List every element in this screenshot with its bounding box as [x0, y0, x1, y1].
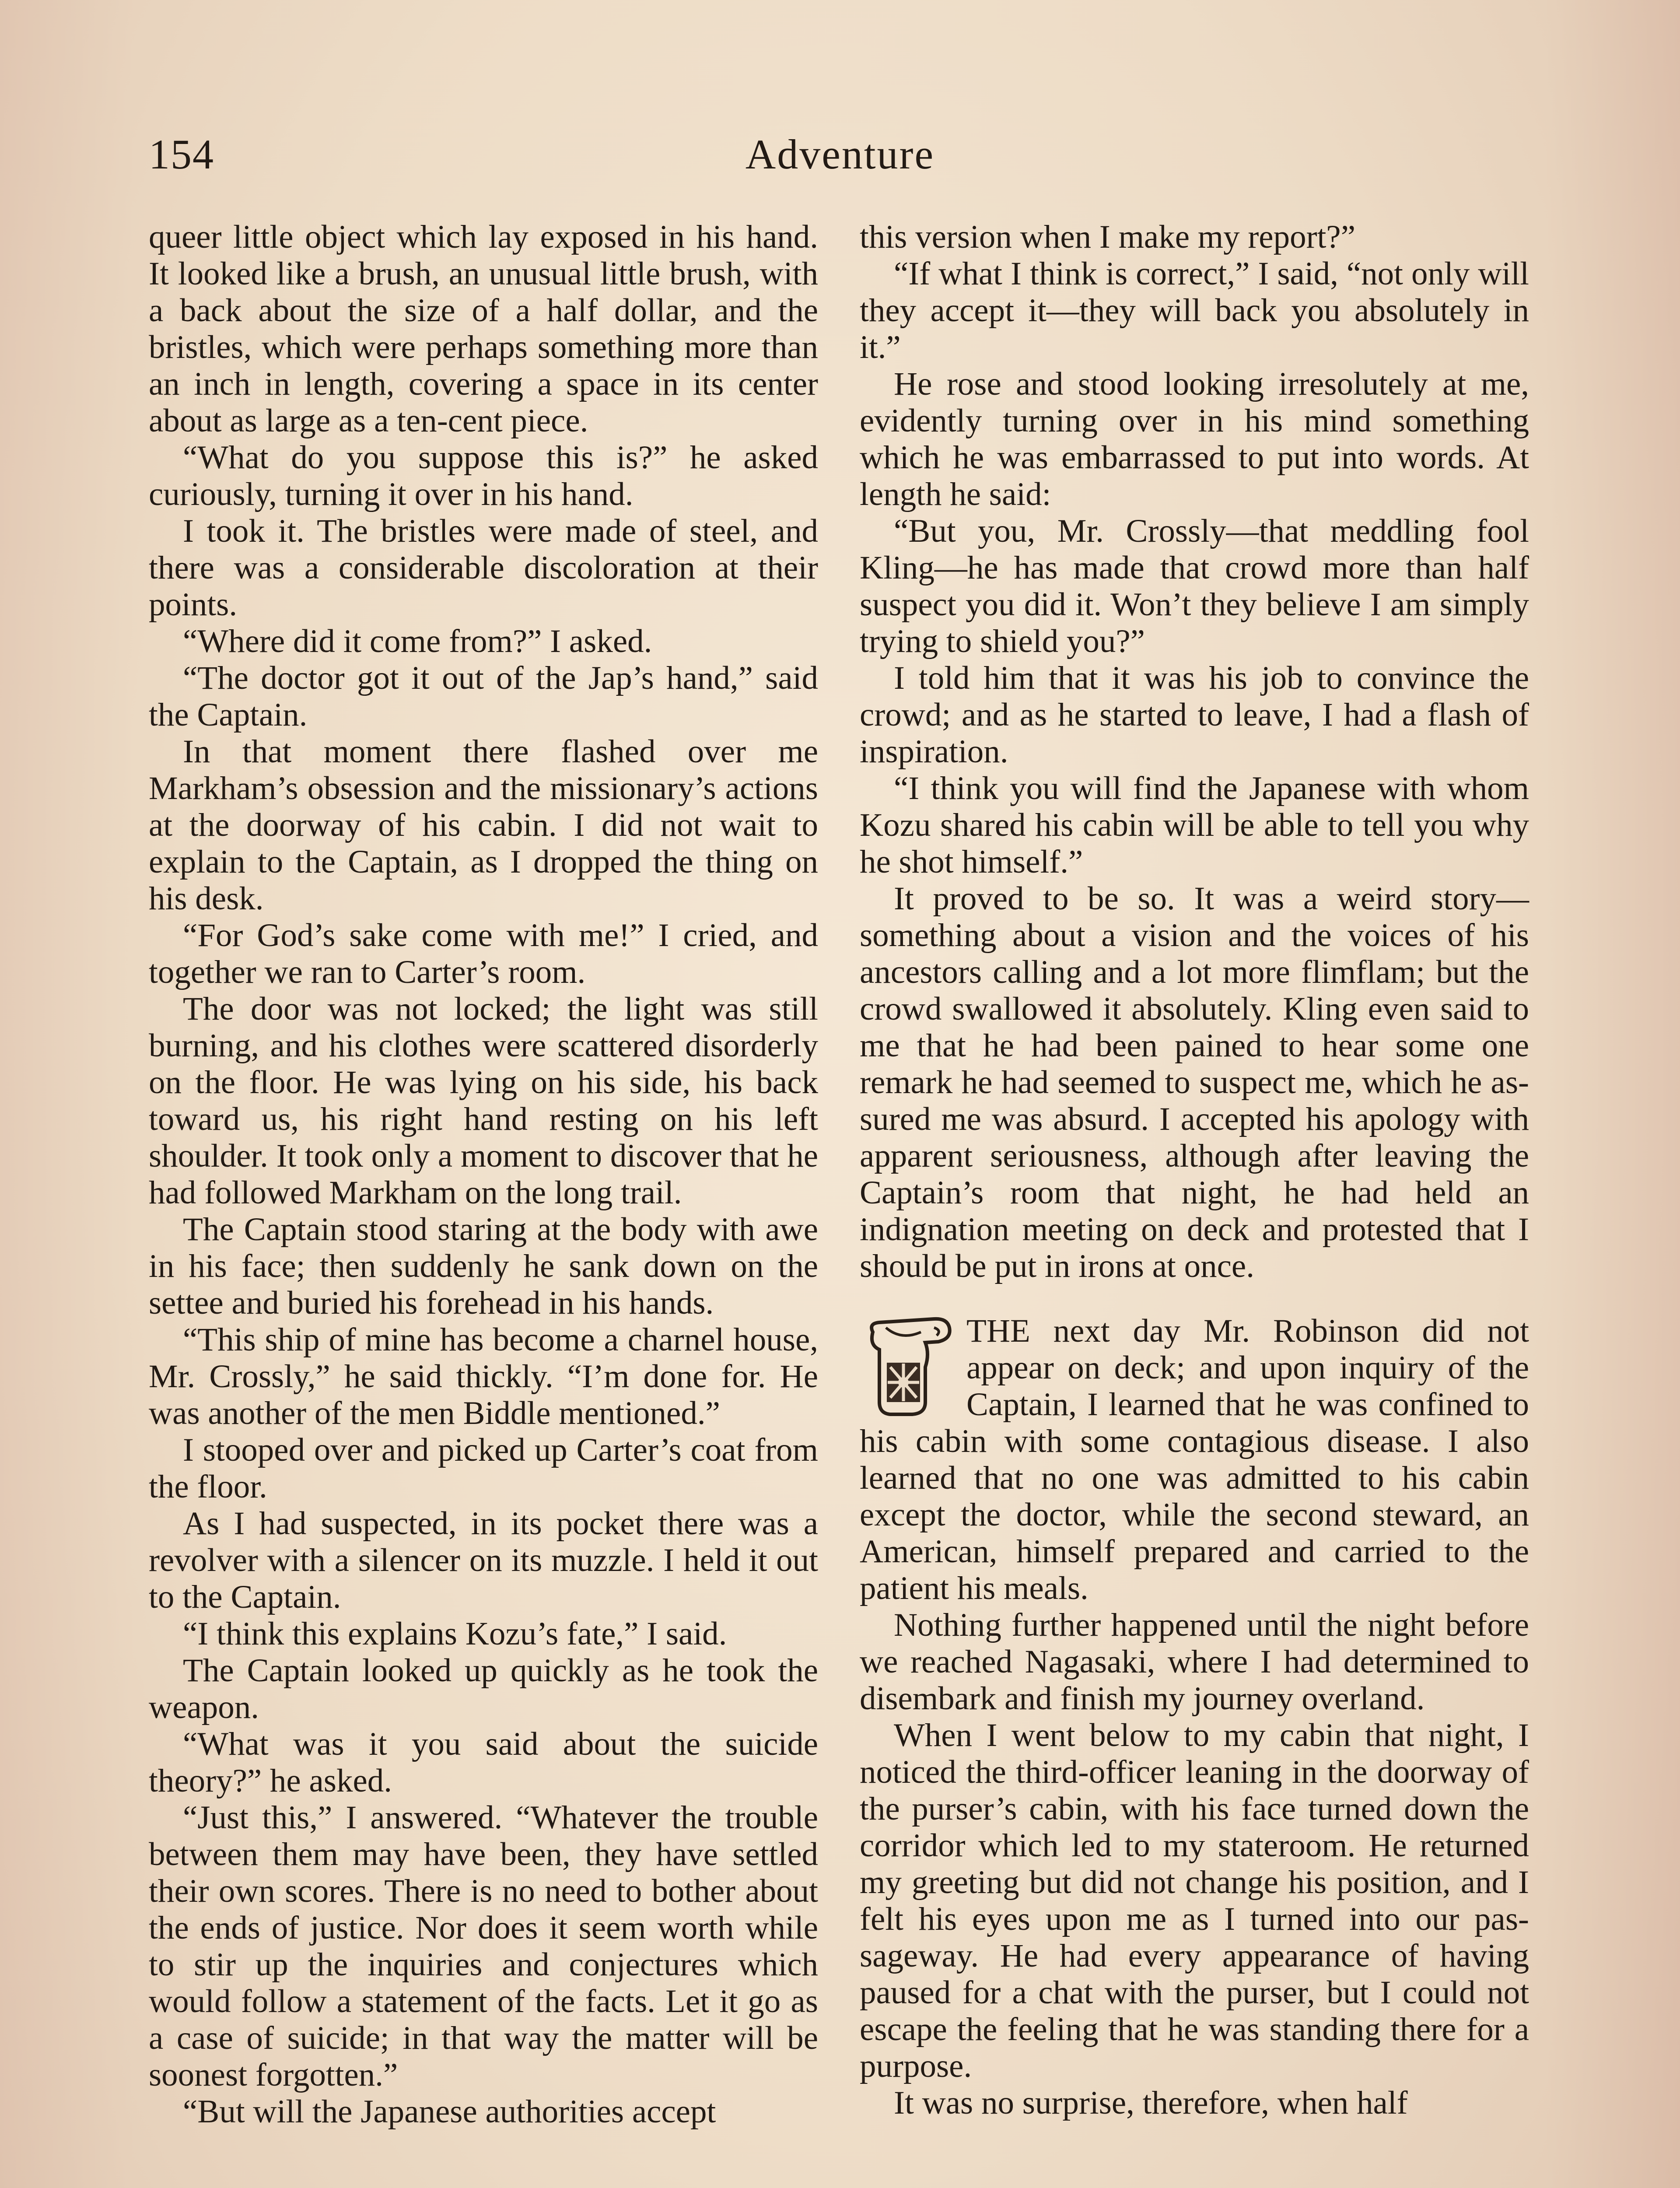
paragraph: “Just this,” I answered. “Whatever the trouble between them may have been, they have settled their own scores. There is no need to bother about the ends of justice. Nor does it seem worth while to stir up the inquiries and conjectures which would follow a statement of the facts. Let it go as a case of suicide; in that way the matter will be soonest forgotten.” [149, 1799, 818, 2093]
paragraph: “For God’s sake come with me!” I cried, and together we ran to Carter’s room. [149, 917, 818, 990]
paragraph: “Where did it come from?” I asked. [183, 623, 652, 659]
paragraph: “But will the Japanese authorities accept [183, 2093, 716, 2130]
paragraph: “This ship of mine has become a charnel house, Mr. Crossly,” he said thickly. “I’m done for. He was another of the men Biddle mentioned.” [149, 1322, 818, 1431]
magazine-title: Adventure [745, 131, 935, 178]
paragraph: The door was not locked; the light was still burning, and his clothes were scattered disorderly on the floor. He was lying on his side, his back toward us, his right hand resting on his left shoulder. It took only a moment to discover that he had followed Markham on the long trail. [149, 991, 818, 1211]
ornamental-drop-cap-icon [860, 1315, 957, 1418]
paragraph: The Captain looked up quickly as he took the weapon. [149, 1652, 818, 1725]
paragraph: “If what I think is correct,” I said, “not only will they accept it—they will back you absolutely in it.” [860, 256, 1529, 365]
paragraph: “I think you will find the Japanese with whom Kozu shared his cabin will be able to tell you why he shot himself.” [860, 770, 1529, 880]
paragraph: It was no surprise, therefore, when half [894, 2085, 1408, 2121]
paragraph: I told him that it was his job to convince the crowd; and as he started to leave, I had a flash of inspiration. [860, 660, 1529, 770]
paragraph: The Captain stood staring at the body with awe in his face; then suddenly he sank down on the settee and buried his forehead in his hands. [149, 1211, 818, 1321]
paragraph: Nothing further happened until the night before we reached Nagasaki, where I had determined to disembark and finish my journey overland. [860, 1607, 1529, 1717]
dropcap-paragraph [860, 1313, 1529, 1607]
paragraph: “The doctor got it out of the Jap’s hand,” said the Captain. [149, 660, 818, 733]
right-column [860, 219, 1529, 2121]
page-header [149, 126, 1531, 196]
paragraph: In that moment there flashed over me Markham’s obsession and the missionary’s actions at the doorway of his cabin. I did not wait to explain to the Captain, as I dropped the thing on his desk. [149, 733, 818, 917]
dropcap-paragraph-text: THE next day Mr. Robinson did not appear on deck; and upon inquiry of the Captain, I learned that he was confined to his cabin with some contagious disease. I also learned that no one was admitted to his cabin except the doctor, while the second steward, an American, himself prepared and carried to the patient his meals. [860, 1313, 1529, 1606]
paragraph: queer little object which lay exposed in his hand. It looked like a brush, an unusual little brush, with a back about the size of a half dollar, and the bristles, which were perhaps something more than an inch in length, covering a space in its center about as large as a ten-cent piece. [149, 219, 818, 439]
paragraph: “What do you suppose this is?” he asked curiously, turning it over in his hand. [149, 439, 818, 512]
paragraph: He rose and stood looking irresolutely at me, evidently turning over in his mind something which he was embarrassed to put into words. At length he said: [860, 366, 1529, 512]
section-break [860, 1285, 1529, 1313]
left-column [149, 219, 818, 2130]
paragraph: “What was it you said about the suicide theory?” he asked. [149, 1726, 818, 1799]
paragraph: I took it. The bristles were made of steel, and there was a considerable discoloration at their points. [149, 513, 818, 623]
paragraph: “I think this explains Kozu’s fate,” I said. [183, 1616, 727, 1652]
paragraph: this version when I make my report?” [860, 219, 1355, 255]
paragraph: It proved to be so. It was a weird story—something about a vision and the voices of his ancestors calling and a lot more flimflam; but the crowd swallowed it absolutely. Kling even said to me that he had been pained to hear some one remark he had seemed to suspect me, which he assured me was absurd. I accepted his apology with apparent seriousness, although after leaving the Captain’s room that night, he had held an indignation meeting on deck and protested that I should be put in irons at once. [860, 880, 1529, 1284]
paragraph: I stooped over and picked up Carter’s coat from the floor. [149, 1432, 818, 1505]
page-number: 154 [149, 131, 214, 178]
paragraph: As I had suspected, in its pocket there was a revolver with a silencer on its muzzle. I held it out to the Captain. [149, 1505, 818, 1615]
paragraph: When I went below to my cabin that night, I noticed the third-officer leaning in the doorway of the purser’s cabin, with his face turned down the corridor which led to my stateroom. He returned my greeting but did not change his position, and I felt his eyes upon me as I turned into our passageway. He had every appearance of having paused for a chat with the purser, but I could not escape the feeling that he was standing there for a purpose. [860, 1717, 1529, 2084]
paragraph: “But you, Mr. Crossly—that meddling fool Kling—he has made that crowd more than half suspect you did it. Won’t they believe I am simply trying to shield you?” [860, 513, 1529, 659]
